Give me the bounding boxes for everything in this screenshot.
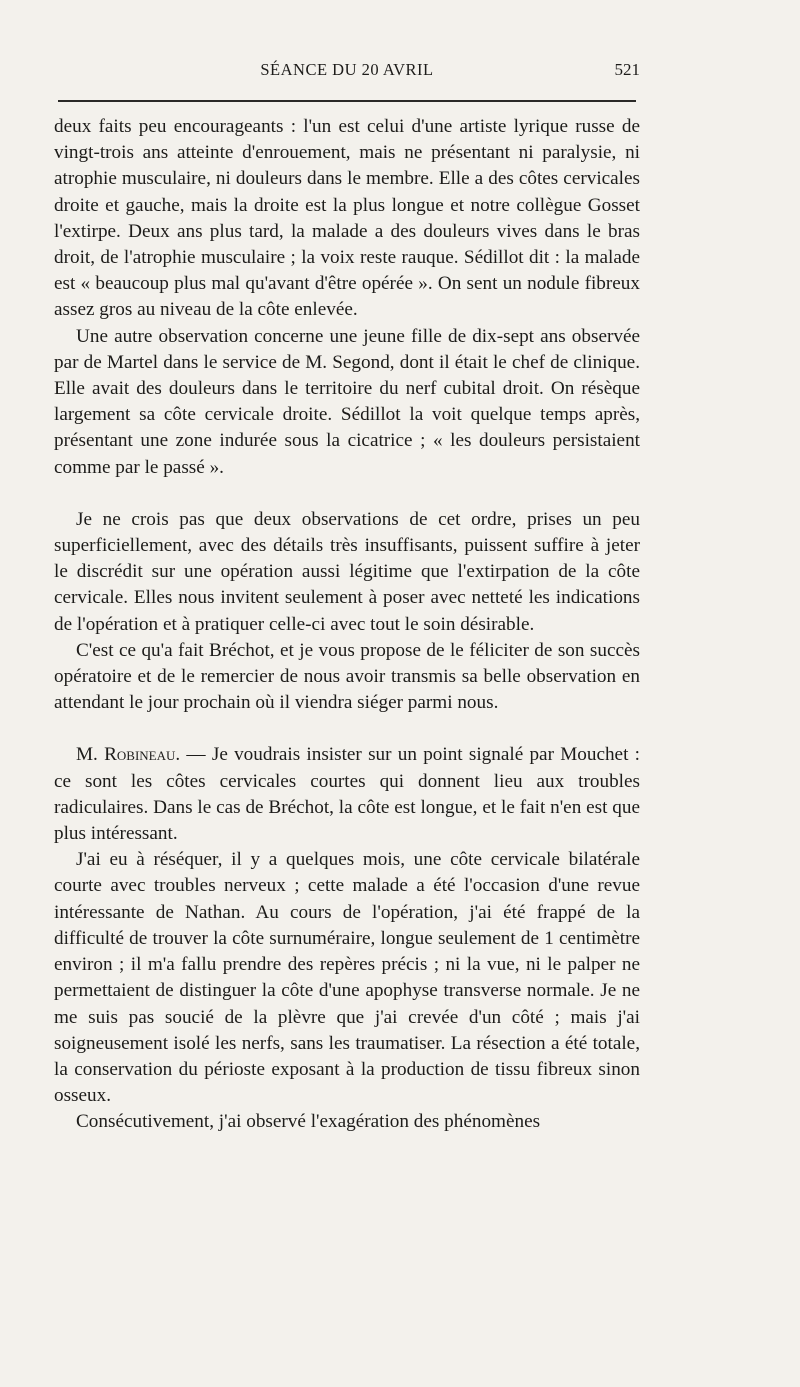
paragraph-robineau (54, 742, 640, 847)
paragraph-consecutively: Consécutivement, j'ai observé l'exagération des phénomènes (76, 1111, 541, 1133)
page-header (54, 60, 640, 90)
paragraph-second-observation: Une autre observation concerne une jeune fille de dix-sept ans observée par de Martel dans le service de M. Segond, dont il était le chef de clinique. Elle avait des douleurs dans le territoire du nerf cubital droit. On résèque largement sa côte cervicale droite. Sédillot la voit quelque temps après, présentant une zone indurée sous la cicatrice ; « les douleurs persistaient comme par le passé ». (54, 325, 640, 478)
speaker-remark: — Je voudrais insister sur un point signalé par Mouchet : ce sont les côtes cervicales courtes qui donnent lieu aux troubles radiculaires. Dans le cas de Bréchot, la côte est longue, et le fait n'en est que plus intéressant. (54, 744, 640, 845)
running-title: SÉANCE DU 20 AVRIL (260, 60, 434, 79)
paragraph-conclusion: C'est ce qu'a fait Bréchot, et je vous propose de le féliciter de son succès opératoire et de le remercier de nous avoir transmis sa belle observation en attendant le jour prochain où il viendra siéger parmi nous. (54, 639, 640, 714)
body-text (54, 114, 640, 1136)
speaker-name: M. Robineau. (76, 744, 181, 766)
paragraph-resection-case: J'ai eu à réséquer, il y a quelques mois, une côte cervicale bilatérale courte avec troubles nerveux ; cette malade a été l'occasion d'une revue intéressante de Nathan. Au cours de l'opération, j'ai été frappé de la difficulté de trouver la côte surnuméraire, longue seulement de 1 centimètre environ ; il m'a fallu prendre des repères précis ; ni la vue, ni le palper ne permettaient de distinguer la côte d'une apophyse transverse normale. Je ne me suis pas soucié de la plèvre que j'ai crevée d'un côté ; mais j'ai soigneusement isolé les nerfs, sans les traumatiser. La résection a été totale, la conservation du périoste exposant à la production de tissu fibreux sinon osseux. (54, 849, 640, 1107)
paragraph-continuation: deux faits peu encourageants : l'un est celui d'une artiste lyrique russe de vingt-trois ans atteinte d'enrouement, mais ne présentant ni paralysie, ni atrophie musculaire, ni douleurs dans le membre. Elle a des côtes cervicales droite et gauche, mais la droite est la plus longue et notre collègue Gosset l'extirpe. Deux ans plus tard, la malade a des douleurs vives dans le bras droit, de l'atrophie musculaire ; la voix reste rauque. Sédillot dit : la malade est « beaucoup plus mal qu'avant d'être opérée ». On sent un nodule fibreux assez gros au niveau de la côte enlevée. (54, 116, 640, 321)
header-rule (58, 100, 636, 102)
paragraph-opinion: Je ne crois pas que deux observations de cet ordre, prises un peu superficiellement, avec des détails très insuffisants, puissent suffire à jeter le discrédit sur une opération aussi légitime que l'extirpation de la côte cervicale. Elles nous invitent seulement à poser avec netteté les indications de l'opération et à pratiquer celle-ci avec tout le soin désirable. (54, 508, 640, 635)
page-number: 521 (614, 60, 640, 79)
